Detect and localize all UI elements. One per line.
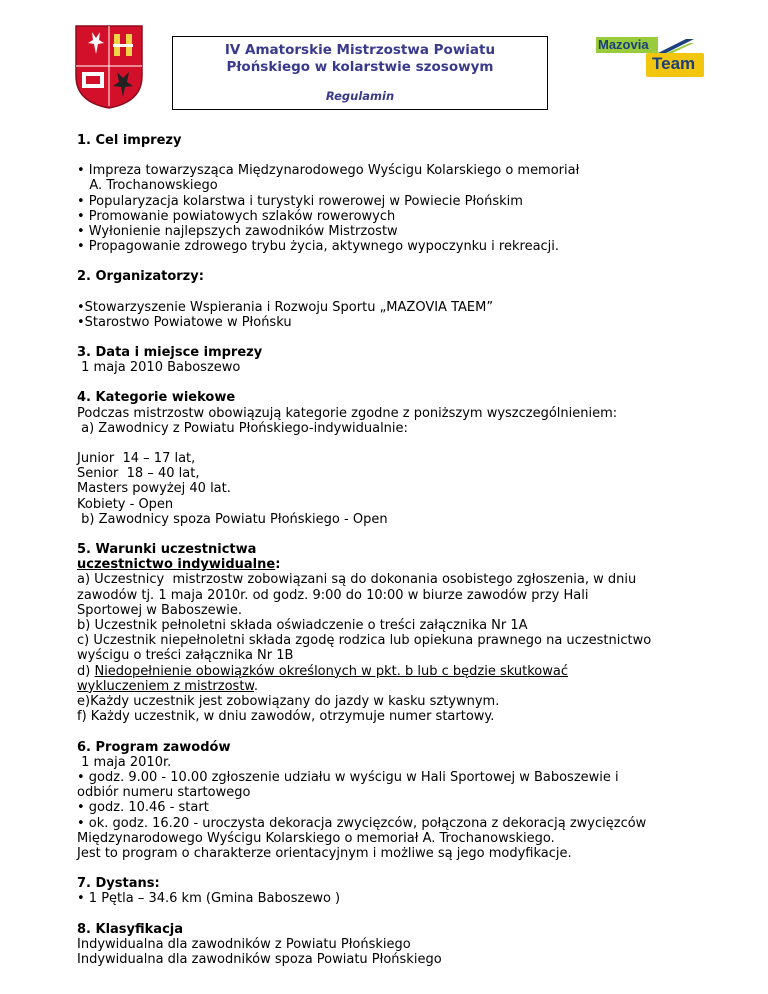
- section-5-subheading: [77, 557, 717, 572]
- paragraph: Jest to program o charakterze orientacyjnym i możliwe są jego modyfikacje.: [77, 845, 572, 861]
- category-item: Masters powyżej 40 lat.: [77, 481, 231, 497]
- list-item: • Propagowanie zdrowego trybu życia, aktywnego wypoczynku i rekreacji.: [77, 239, 560, 255]
- list-item: •Starostwo Powiatowe w Płońsku: [77, 314, 292, 330]
- d-underlined-2: wykluczeniem z mistrzostw: [77, 678, 254, 694]
- paragraph-d-cont: [77, 679, 717, 694]
- paragraph: odbiór numeru startowego: [77, 785, 251, 801]
- paragraph: c) Uczestnik niepełnoletni składa zgodę rodzica lub opiekuna prawnego na uczestnictwo: [77, 633, 652, 649]
- category-item: Kobiety - Open: [77, 496, 174, 512]
- paragraph: • godz. 9.00 - 10.00 zgłoszenie udziału w wyścigu w Hali Sportowej w Baboszewie i: [77, 769, 619, 785]
- paragraph: f) Każdy uczestnik, w dniu zawodów, otrzymuje numer startowy.: [77, 709, 495, 725]
- paragraph: zawodów tj. 1 maja 2010r. od godz. 9:00 do 10:00 w biurze zawodów przy Hali: [77, 587, 589, 603]
- document-title-line-2: Płońskiego w kolarstwie szosowym: [226, 59, 494, 75]
- document-body: [77, 133, 717, 967]
- logo-text-mazovia: Mazovia: [598, 37, 649, 52]
- d-underlined-1: Niedopełnienie obowiązków określonych w pkt. b lub c będzie skutkować: [94, 663, 568, 679]
- section-2-heading: 2. Organizatorzy:: [77, 269, 204, 285]
- paragraph-d: [77, 664, 717, 679]
- paragraph: • 1 Pętla – 34.6 km (Gmina Baboszewo ): [77, 891, 341, 907]
- mazovia-team-logo: [596, 35, 706, 81]
- section-6-heading: 6. Program zawodów: [77, 739, 231, 755]
- paragraph: a) Zawodnicy z Powiatu Płońskiego-indywidualnie:: [77, 420, 408, 436]
- paragraph: • godz. 10.46 - start: [77, 800, 209, 816]
- paragraph: wyścigu o treści załącznika Nr 1B: [77, 648, 294, 664]
- subheading-colon: :: [275, 557, 281, 573]
- d-prefix: d): [77, 663, 95, 679]
- document-subtitle: Regulamin: [325, 89, 395, 103]
- paragraph: Indywidualna dla zawodników z Powiatu Płońskiego: [77, 936, 411, 952]
- section-5-heading: 5. Warunki uczestnictwa: [77, 542, 257, 558]
- paragraph: a) Uczestnicy mistrzostw zobowiązani są do dokonania osobistego zgłoszenia, w dniu: [77, 572, 637, 588]
- paragraph: Międzynarodowego Wyścigu Kolarskiego o memoriał A. Trochanowskiego.: [77, 830, 555, 846]
- event-date-place: 1 maja 2010 Baboszewo: [77, 360, 241, 376]
- d-suffix: .: [253, 678, 258, 694]
- list-item: •Stowarzyszenie Wspierania i Rozwoju Sportu „MAZOVIA TAEM”: [77, 299, 494, 315]
- list-item: • Impreza towarzysząca Międzynarodowego Wyścigu Kolarskiego o memoriał: [77, 163, 580, 179]
- category-item: Senior 18 – 40 lat,: [77, 466, 200, 482]
- title-box: [172, 36, 548, 110]
- section-8-heading: 8. Klasyfikacja: [77, 921, 184, 937]
- paragraph: Indywidualna dla zawodników spoza Powiatu Płońskiego: [77, 951, 442, 967]
- list-item: • Wyłonienie najlepszych zawodników Mistrzostw: [77, 224, 398, 240]
- coat-of-arms-logo: [74, 24, 144, 110]
- document-title-line-1: IV Amatorskie Mistrzostwa Powiatu: [224, 42, 496, 58]
- paragraph: b) Uczestnik pełnoletni składa oświadczenie o treści załącznika Nr 1A: [77, 618, 528, 634]
- category-item: Junior 14 – 17 lat,: [77, 451, 196, 467]
- list-item: • Popularyzacja kolarstwa i turystyki rowerowej w Powiecie Płońskim: [77, 193, 523, 209]
- paragraph: 1 maja 2010r.: [77, 754, 172, 770]
- section-7-heading: 7. Dystans:: [77, 876, 160, 892]
- subheading-text: uczestnictwo indywidualne: [77, 557, 276, 573]
- section-3-heading: 3. Data i miejsce imprezy: [77, 345, 263, 361]
- paragraph: • ok. godz. 16.20 - uroczysta dekoracja zwycięzców, połączona z dekoracją zwycięzców: [77, 815, 647, 831]
- paragraph: Sportowej w Baboszewie.: [77, 602, 243, 618]
- category-item: b) Zawodnicy spoza Powiatu Płońskiego - Open: [77, 511, 388, 527]
- list-item: A. Trochanowskiego: [77, 178, 218, 194]
- logo-text-team: Team: [652, 54, 696, 73]
- section-4-heading: 4. Kategorie wiekowe: [77, 390, 236, 406]
- section-1-heading: 1. Cel imprezy: [77, 133, 182, 148]
- list-item: • Promowanie powiatowych szlaków rowerowych: [77, 208, 396, 224]
- paragraph: Podczas mistrzostw obowiązują kategorie zgodne z poniższym wyszczególnieniem:: [77, 405, 618, 421]
- paragraph: e)Każdy uczestnik jest zobowiązany do jazdy w kasku sztywnym.: [77, 694, 500, 710]
